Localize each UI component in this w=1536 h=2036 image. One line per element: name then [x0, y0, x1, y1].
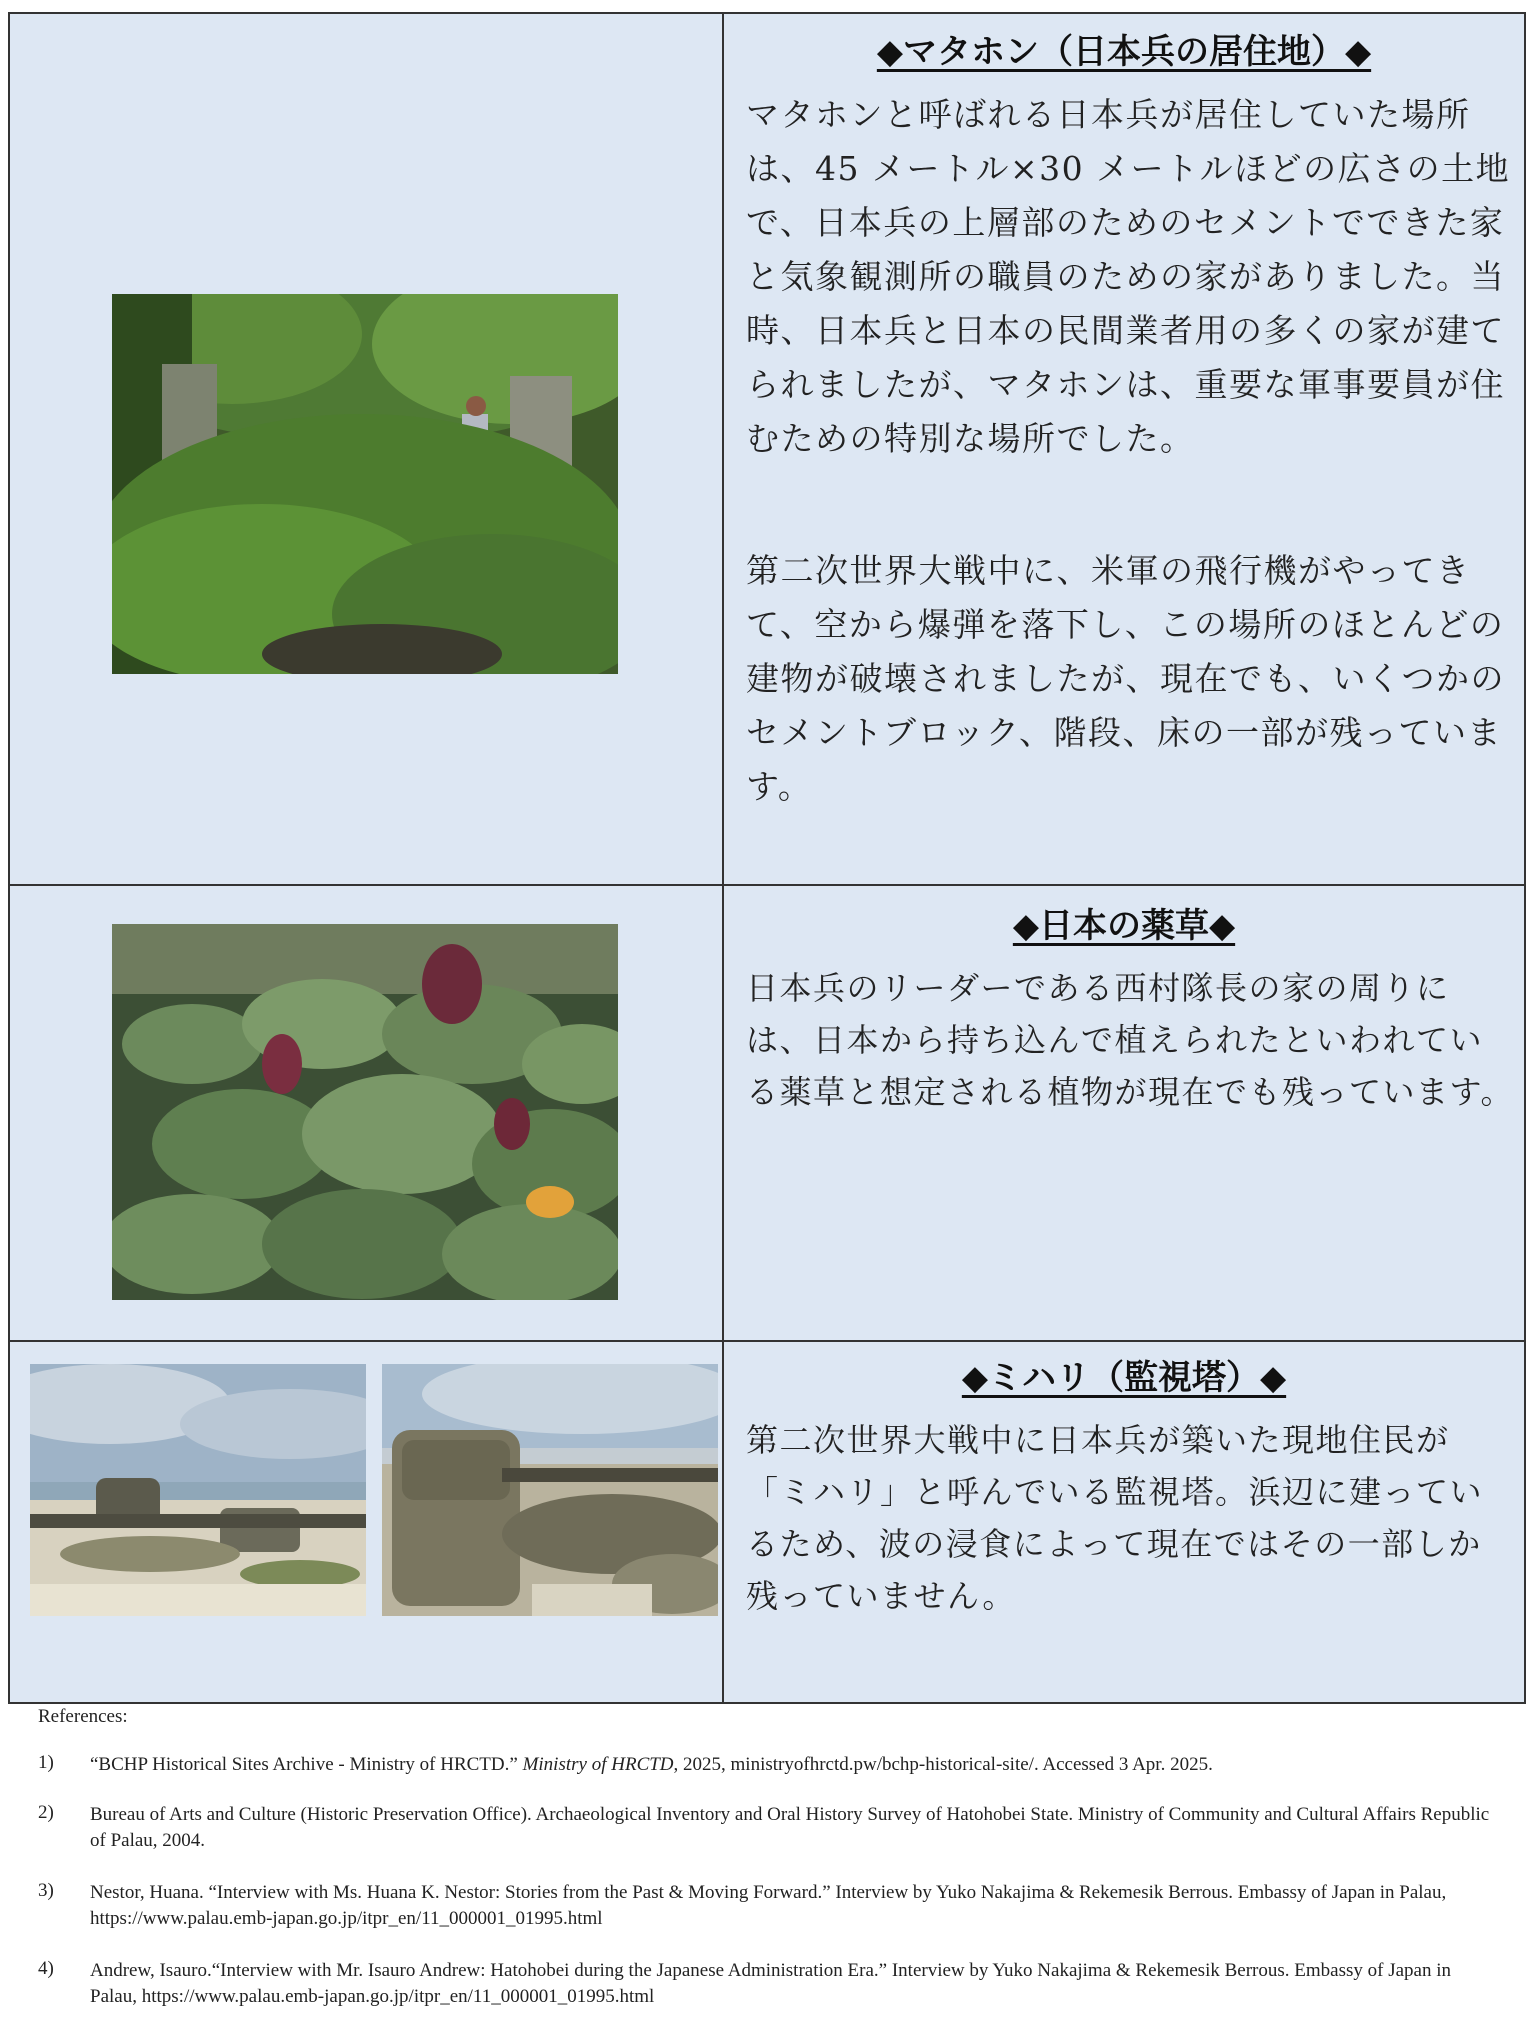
references-title: References: — [38, 1706, 128, 1727]
watchtower-photo-left — [30, 1364, 366, 1616]
watchtower-photo-right — [382, 1364, 718, 1616]
reference-text: Andrew, Isauro.“Interview with Mr. Isauro Andrew: Hatohobei during the Japanese Administration Era.” Interview by Yuko Nakajima & Rekemesik Berrous. Embassy of Japan in Palau, https://www.palau.emb-japan.go.jp/itpr_en/11_000001_01995.html — [90, 1960, 1451, 2007]
section-paragraph: 日本兵のリーダーである西村隊長の家の周りには、日本から持ち込んで植えられたといわれている薬草と想定される植物が現在でも残っています。 — [746, 969, 1514, 1111]
reference-text-pre: “BCHP Historical Sites Archive - Ministry of HRCTD.” — [90, 1754, 523, 1775]
row-divider — [10, 884, 1524, 886]
reference-text: Nestor, Huana. “Interview with Ms. Huana K. Nestor: Stories from the Past & Moving Forward.” Interview by Yuko Nakajima & Rekemesik Berrous. Embassy of Japan in Palau, https://www.palau.emb-japan.go.jp/itpr_en/11_000001_01995.html — [90, 1882, 1447, 1929]
row-divider — [10, 1340, 1524, 1342]
reference-number: 2) — [38, 1802, 54, 1823]
content-table — [8, 12, 1526, 1704]
reference-number: 3) — [38, 1880, 54, 1901]
section-heading-medicinal-herb: ◆日本の薬草◆ — [1012, 906, 1236, 946]
reference-number: 4) — [38, 1958, 54, 1979]
reference-text-post: , 2025, ministryofhrctd.pw/bchp-historical-site/. Accessed 3 Apr. 2025. — [673, 1754, 1213, 1775]
matahon-photo — [112, 294, 618, 674]
reference-text — [90, 1752, 1500, 1778]
reference-source-italic: Ministry of HRCTD — [522, 1754, 674, 1775]
reference-number: 1) — [38, 1752, 54, 1773]
section-heading-matahon: ◆マタホン（日本兵の居住地）◆ — [876, 32, 1372, 72]
reference-text: Bureau of Arts and Culture (Historic Preservation Office). Archaeological Inventory and Oral History Survey of Hatohobei State. Ministry of Community and Cultural Affairs Republic of Palau, 2004. — [90, 1804, 1490, 1851]
section-paragraph: 第二次世界大戦中に日本兵が築いた現地住民が「ミハリ」と呼んでいる監視塔。浜辺に建っているため、波の浸食によって現在ではその一部しか残っていません。 — [746, 1421, 1484, 1615]
medicinal-plant-photo — [112, 924, 618, 1300]
section-paragraph: マタホンと呼ばれる日本兵が居住していた場所は、45 メートル×30 メートルほどの広さの土地で、日本兵の上層部のためのセメントでできた家と気象観測所の職員のための家がありました。当時、日本兵と日本の民間業者用の多くの家が建てられましたが、マタホンは、重要な軍事要員が住むための特別な場所でした。 — [746, 95, 1511, 458]
section-heading-mihari: ◆ミハリ（監視塔）◆ — [961, 1358, 1287, 1398]
column-divider — [722, 14, 724, 1702]
section-paragraph: 第二次世界大戦中に、米軍の飛行機がやってきて、空から爆弾を落下し、この場所のほとんどの建物が破壊されましたが、現在でも、いくつかのセメントブロック、階段、床の一部が残っています。 — [746, 551, 1505, 806]
